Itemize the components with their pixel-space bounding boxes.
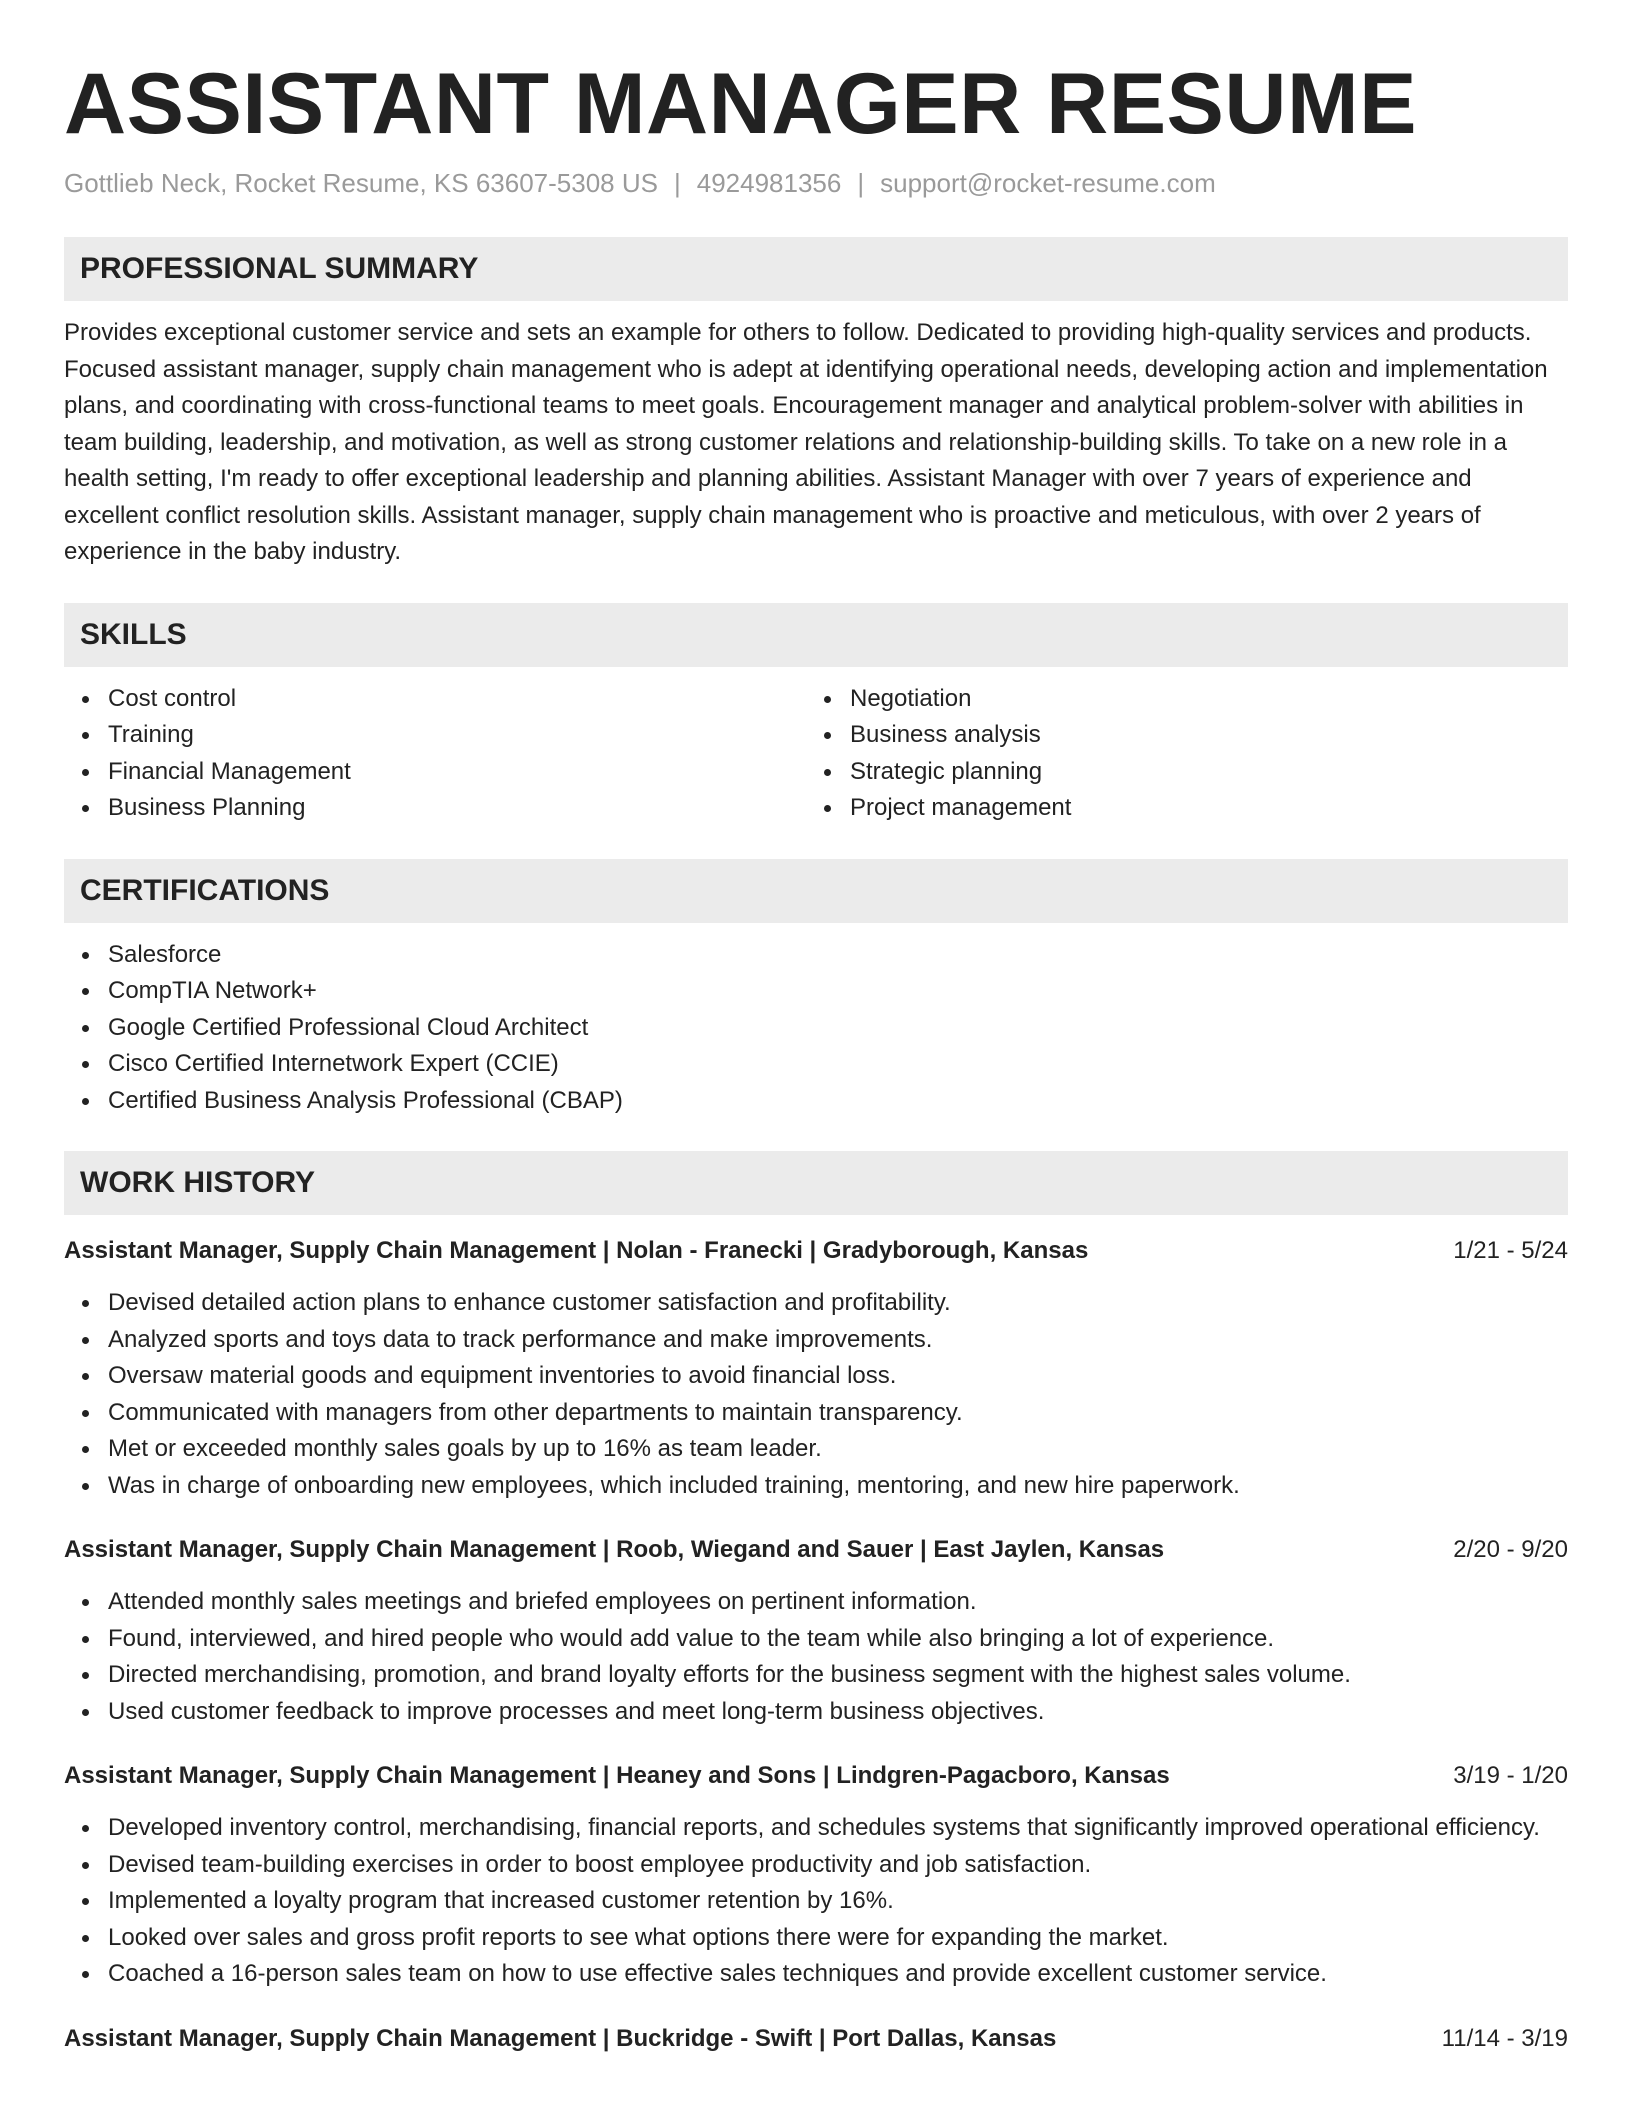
job-dates: 1/21 - 5/24 [1453, 1237, 1568, 1264]
certification-item: Cisco Certified Internetwork Expert (CCIE) [108, 1046, 1568, 1083]
skill-item: Training [108, 717, 806, 754]
job-header [64, 1233, 1568, 1269]
section-heading-skills: SKILLS [64, 603, 1568, 667]
job-title: Assistant Manager, Supply Chain Management | Buckridge - Swift | Port Dallas, Kansas [64, 2024, 1057, 2052]
skills-list-left [64, 681, 806, 827]
section-heading-work-history: WORK HISTORY [64, 1151, 1568, 1215]
skill-item: Business Planning [108, 790, 806, 827]
job-title: Assistant Manager, Supply Chain Management | Roob, Wiegand and Sauer | East Jaylen, Kansas [64, 1536, 1165, 1563]
job-bullet-list [64, 1285, 1568, 1504]
skill-item: Project management [850, 790, 1548, 827]
skill-item: Negotiation [850, 681, 1548, 718]
contact-email: support@rocket-resume.com [880, 168, 1216, 198]
job-bullet: Directed merchandising, promotion, and brand loyalty efforts for the business segment with the highest sales volume. [108, 1657, 1568, 1694]
job-header [64, 2021, 1568, 2057]
contact-phone: 4924981356 [696, 168, 842, 198]
skill-item: Financial Management [108, 754, 806, 791]
contact-separator: | [857, 168, 865, 198]
skill-item: Cost control [108, 681, 806, 718]
certification-item: Google Certified Professional Cloud Architect [108, 1010, 1568, 1047]
job-entry [64, 1233, 1568, 1504]
skill-item: Strategic planning [850, 754, 1548, 791]
contact-address: Gottlieb Neck, Rocket Resume, KS 63607-5308 US [64, 168, 658, 198]
job-bullet: Coached a 16-person sales team on how to use effective sales techniques and provide excellent customer service. [108, 1956, 1568, 1993]
resume-page [64, 0, 1568, 2057]
resume-title: ASSISTANT MANAGER RESUME [64, 56, 1418, 152]
skills-list-right [806, 681, 1548, 827]
job-bullet: Implemented a loyalty program that increased customer retention by 16%. [108, 1883, 1568, 1920]
job-bullet: Attended monthly sales meetings and briefed employees on pertinent information. [108, 1584, 1568, 1621]
certification-item: Certified Business Analysis Professional (CBAP) [108, 1083, 1568, 1120]
professional-summary-text: Provides exceptional customer service and sets an example for others to follow. Dedicated to providing high-quality services and products. Focused assistant manager, supply chain management who is adept at identifying operational needs, developing action and implementation plans, and coordinating with cross-functional teams to meet goals. Encouragement manager and analytical problem-solver with abilities in team building, leadership, and motivation, as well as strong customer relations and relationship-building skills. To take on a new role in a health setting, I'm ready to offer exceptional leadership and planning abilities. Assistant Manager with over 7 years of experience and excellent conflict resolution skills. Assistant manager, supply chain management who is proactive and meticulous, with over 2 years of experience in the baby industry. [64, 319, 1548, 565]
job-bullet: Oversaw material goods and equipment inventories to avoid financial loss. [108, 1358, 1568, 1395]
job-entry [64, 1758, 1568, 1993]
skill-item: Business analysis [850, 717, 1548, 754]
job-title: Assistant Manager, Supply Chain Management | Nolan - Franecki | Gradyborough, Kansas [64, 1237, 1089, 1264]
contact-separator: | [673, 168, 681, 198]
job-bullet: Developed inventory control, merchandising, financial reports, and schedules systems that significantly improved operational efficiency. [108, 1810, 1568, 1847]
job-bullet: Devised team-building exercises in order to boost employee productivity and job satisfaction. [108, 1847, 1568, 1884]
job-dates: 11/14 - 3/19 [1441, 2024, 1568, 2052]
section-heading-certifications: CERTIFICATIONS [64, 859, 1568, 923]
job-entry [64, 1532, 1568, 1730]
certification-item: CompTIA Network+ [108, 973, 1568, 1010]
job-title: Assistant Manager, Supply Chain Management | Heaney and Sons | Lindgren-Pagacboro, Kansas [64, 1762, 1170, 1789]
job-header [64, 1532, 1568, 1568]
job-bullet: Was in charge of onboarding new employees, which included training, mentoring, and new hire paperwork. [108, 1468, 1568, 1505]
certification-item: Salesforce [108, 937, 1568, 974]
job-header [64, 1758, 1568, 1794]
job-bullet: Found, interviewed, and hired people who would add value to the team while also bringing a lot of experience. [108, 1621, 1568, 1658]
job-bullet-list [64, 1810, 1568, 1993]
job-entry [64, 2021, 1568, 2057]
job-dates: 2/20 - 9/20 [1453, 1536, 1568, 1563]
job-bullet: Devised detailed action plans to enhance customer satisfaction and profitability. [108, 1285, 1568, 1322]
certifications-list [64, 937, 1568, 1120]
contact-line [64, 166, 1568, 200]
job-bullet: Analyzed sports and toys data to track performance and make improvements. [108, 1322, 1568, 1359]
job-dates: 3/19 - 1/20 [1453, 1762, 1568, 1789]
job-bullet: Met or exceeded monthly sales goals by up to 16% as team leader. [108, 1431, 1568, 1468]
section-heading-summary: PROFESSIONAL SUMMARY [64, 237, 1568, 301]
job-bullet-list [64, 1584, 1568, 1730]
skills-grid [64, 667, 1568, 827]
job-bullet: Used customer feedback to improve processes and meet long-term business objectives. [108, 1694, 1568, 1731]
job-bullet: Looked over sales and gross profit reports to see what options there were for expanding the market. [108, 1920, 1568, 1957]
job-bullet: Communicated with managers from other departments to maintain transparency. [108, 1395, 1568, 1432]
